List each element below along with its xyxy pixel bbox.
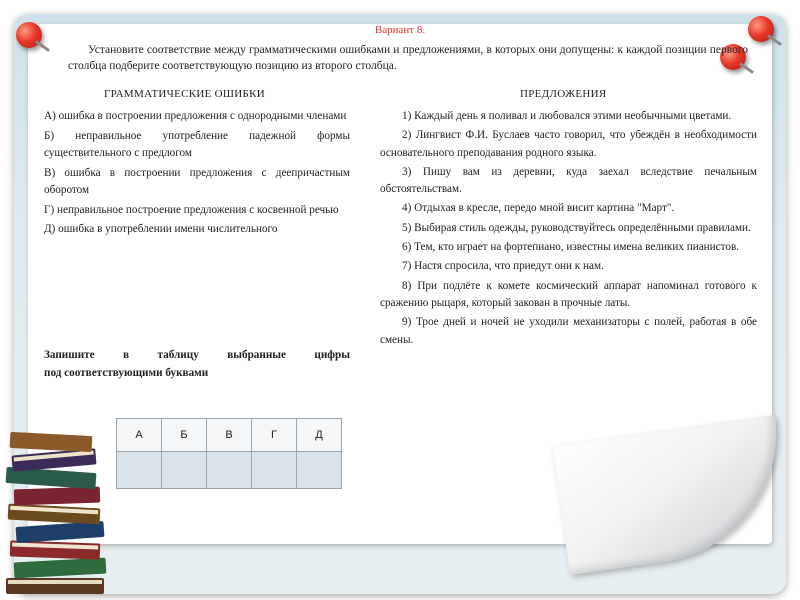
page-title: Вариант 8. xyxy=(374,24,426,36)
answer-header-b: Б xyxy=(162,419,207,452)
error-item-g: Г) неправильное построение предложения с косвенной речью xyxy=(44,203,339,216)
error-item-a: А) ошибка в построении предложения с однородными членами xyxy=(44,110,347,122)
sentence-item: 8) При подлёте к комете космический аппарат напоминал готового к сражению рыцаря, который закован в прочные латы. xyxy=(380,279,757,309)
sentence-item: 6) Тем, кто играет на фортепиано, известны имена великих пианистов. xyxy=(402,241,740,254)
answer-cell-b[interactable] xyxy=(162,452,207,489)
sentence-item: 7) Настя спросила, что приедут они к нам. xyxy=(402,260,604,273)
left-column-header: ГРАММАТИЧЕСКИЕ ОШИБКИ xyxy=(104,88,266,100)
book-stack-icon xyxy=(0,420,120,600)
prompt-line: под соответствующими буквами xyxy=(44,367,209,379)
table-prompt xyxy=(44,346,350,382)
right-column-header: ПРЕДЛОЖЕНИЯ xyxy=(520,88,607,100)
answer-header-g: Г xyxy=(252,419,297,452)
prompt-line: Запишите в таблицу выбранные цифры xyxy=(44,349,350,361)
sentence-item: 4) Отдыхая в кресле, передо мной висит картина "Март". xyxy=(402,202,675,215)
error-item-v: В) ошибка в построении предложения с деепричастным оборотом xyxy=(44,166,350,196)
answer-cell-d[interactable] xyxy=(297,452,342,489)
answer-cell-a[interactable] xyxy=(117,452,162,489)
sentences-list xyxy=(380,108,757,351)
answer-table xyxy=(116,418,342,489)
sentence-item: 1) Каждый день я поливал и любовался этими необычными цветами. xyxy=(402,110,732,122)
sentence-item: 2) Лингвист Ф.И. Буслаев часто говорил, что убеждён в необходимости основательного преподавания родного языка. xyxy=(380,129,757,159)
task-instruction: Установите соответствие между грамматическими ошибками и предложениями, в которых они допущены: к каждой позиции первого столбца подберите соответствующую позицию из второго столбца. xyxy=(68,44,748,72)
answer-cell-g[interactable] xyxy=(252,452,297,489)
answer-header-d: Д xyxy=(297,419,342,452)
errors-list xyxy=(44,108,350,241)
answer-header-v: В xyxy=(207,419,252,452)
answer-header-a: А xyxy=(117,419,162,452)
sentence-item: 5) Выбирая стиль одежды, руководствуйтесь определёнными правилами. xyxy=(402,221,751,234)
sentence-item: 9) Трое дней и ночей не уходили механизаторы с полей, работая в обе смены. xyxy=(380,316,757,346)
error-item-d: Д) ошибка в употреблении имени числительного xyxy=(44,223,278,235)
error-item-b: Б) неправильное употребление падежной формы существительного с предлогом xyxy=(44,129,350,159)
answer-cell-v[interactable] xyxy=(207,452,252,489)
sentence-item: 3) Пишу вам из деревни, куда заехал вследствие печальным обстоятельствам. xyxy=(380,165,757,196)
